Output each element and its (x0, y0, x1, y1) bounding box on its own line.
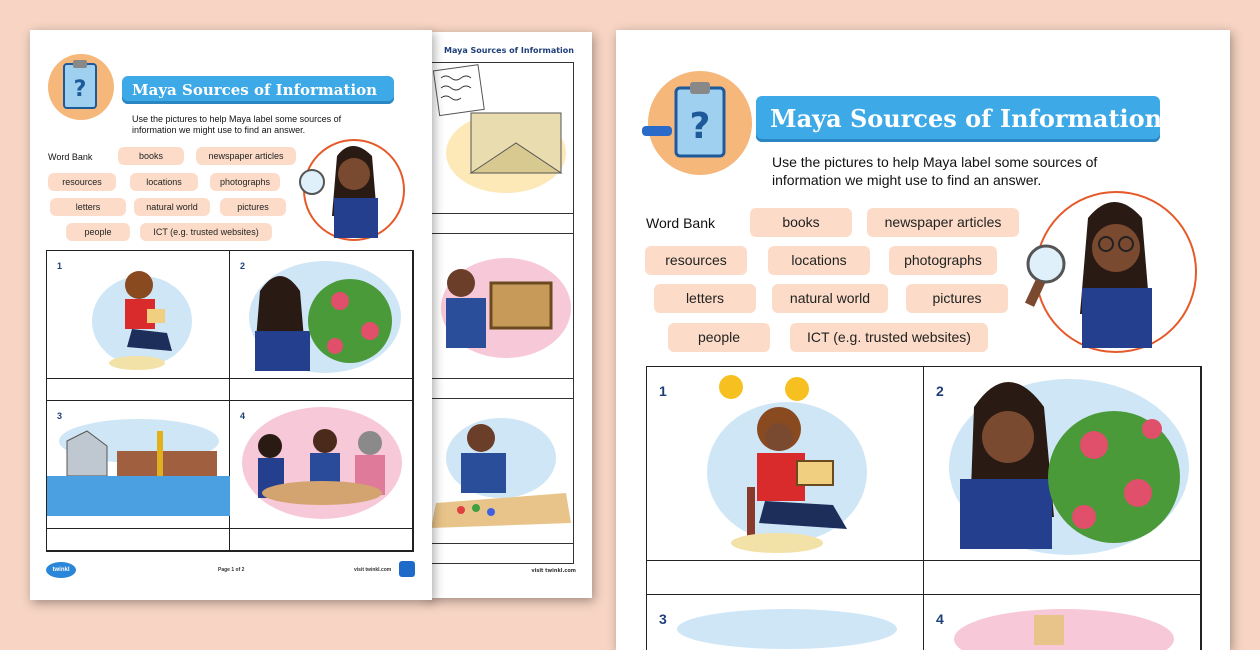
page-2-answer-row (431, 213, 573, 234)
picture-cell-4 (924, 595, 1201, 650)
worksheet-page-1-zoom (616, 30, 1230, 650)
word-chip: ICT (e.g. trusted websites) (790, 323, 988, 352)
cell-number: 4 (240, 411, 246, 421)
clipboard-question-icon (46, 52, 116, 122)
picture-cell-4 (230, 401, 413, 529)
page-title: Maya Sources of Information (122, 76, 394, 104)
worksheet-page-2 (426, 32, 592, 598)
picture-cell-3 (47, 401, 230, 529)
picture-grid (46, 250, 414, 552)
picture-cell-1 (47, 251, 230, 379)
word-chip: newspaper articles (867, 208, 1019, 237)
page-2-footer-site: visit twinkl.com (531, 568, 576, 574)
instructions: Use the pictures to help Maya label some sources of information we might use to find an answer. (132, 114, 342, 136)
word-chip: natural world (772, 284, 888, 313)
word-chip: people (668, 323, 770, 352)
picture-grid (646, 366, 1202, 650)
word-chip: photographs (210, 173, 280, 191)
twinkl-logo: twinkl (46, 562, 76, 578)
girl-flowers-illustration (230, 251, 413, 379)
page-number: Page 1 of 2 (218, 567, 245, 573)
page-2-answer-row (431, 378, 573, 399)
city-waterfront-illustration (647, 595, 924, 650)
word-chip: books (118, 147, 184, 165)
cell-number: 1 (659, 383, 667, 399)
page-title: Maya Sources of Information (756, 96, 1160, 142)
word-chip: pictures (906, 284, 1008, 313)
word-chip: letters (654, 284, 756, 313)
instructions: Use the pictures to help Maya label some sources of information we might use to find an answer. (772, 154, 1098, 188)
maya-magnifier-illustration (1016, 188, 1196, 354)
cell-number: 3 (659, 611, 667, 627)
word-chip: resources (645, 246, 747, 275)
word-chip: locations (130, 173, 198, 191)
answer-box-1[interactable] (647, 561, 924, 595)
page-2-row (431, 233, 573, 379)
svg-text:?: ? (689, 106, 711, 147)
boy-reading-illustration (647, 367, 924, 561)
word-chip: resources (48, 173, 116, 191)
picture-cell-2 (230, 251, 413, 379)
cell-number: 4 (936, 611, 944, 627)
svg-text:?: ? (73, 77, 87, 102)
word-chip: newspaper articles (196, 147, 296, 165)
word-bank-label: Word Bank (646, 215, 715, 231)
resources-illustration (431, 398, 573, 543)
word-chip: people (66, 223, 130, 241)
picture-cell-3 (647, 595, 924, 650)
city-waterfront-illustration (47, 401, 230, 529)
family-table-illustration (924, 595, 1201, 650)
boy-reading-illustration (47, 251, 230, 379)
photographs-illustration (431, 233, 573, 378)
word-chip: natural world (134, 198, 210, 216)
page-2-title: Maya Sources of Information (444, 46, 574, 55)
worksheet-page-1-thumbnail (30, 30, 432, 600)
cell-number: 1 (57, 261, 63, 271)
word-chip: locations (768, 246, 870, 275)
picture-cell-2 (924, 367, 1201, 561)
page-2-grid (430, 62, 574, 564)
cell-number: 2 (936, 383, 944, 399)
maya-magnifier-illustration (292, 136, 410, 242)
answer-box-2[interactable] (230, 379, 413, 401)
answer-box-4[interactable] (230, 529, 413, 551)
answer-box-1[interactable] (47, 379, 230, 401)
clipboard-question-icon (642, 68, 752, 178)
word-chip: letters (50, 198, 126, 216)
answer-box-3[interactable] (47, 529, 230, 551)
answer-box-2[interactable] (924, 561, 1201, 595)
badge-icon (398, 560, 416, 578)
cell-number: 2 (240, 261, 246, 271)
page-2-row (431, 398, 573, 544)
cell-number: 3 (57, 411, 63, 421)
letters-illustration (431, 63, 573, 213)
footer-site: visit twinkl.com (354, 567, 392, 573)
page-2-row (431, 63, 573, 214)
word-bank-label: Word Bank (48, 152, 93, 162)
word-chip: books (750, 208, 852, 237)
word-chip: photographs (889, 246, 997, 275)
word-chip: pictures (220, 198, 286, 216)
picture-cell-1 (647, 367, 924, 561)
family-table-illustration (230, 401, 413, 529)
girl-flowers-illustration (924, 367, 1201, 561)
word-chip: ICT (e.g. trusted websites) (140, 223, 272, 241)
